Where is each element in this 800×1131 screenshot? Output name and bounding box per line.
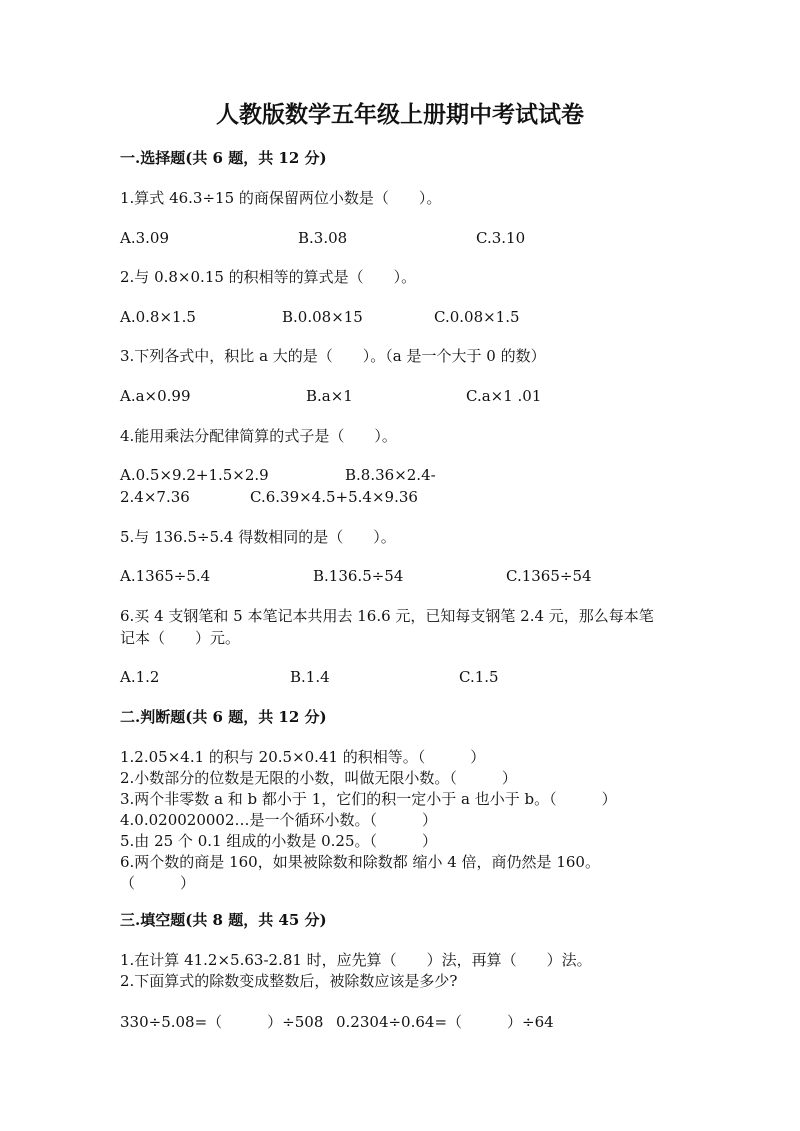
- question-4-stem: 4.能用乘法分配律简算的式子是（ ）。: [120, 427, 397, 445]
- question-2-option-b: B.0.08×15: [282, 308, 363, 326]
- section1-heading: 一.选择题(共 6 题，共 12 分): [120, 149, 327, 167]
- question-5-option-c: C.1365÷54: [506, 567, 592, 585]
- question-4-option-a: A.0.5×9.2+1.5×2.9: [120, 466, 269, 484]
- judge-item-6: 6.两个数的商是 160，如果被除数和除数都 缩小 4 倍，商仍然是 160。: [120, 853, 600, 871]
- fill-question-1: 1.在计算 41.2×5.63-2.81 时，应先算（ ）法，再算（ ）法。: [120, 951, 592, 969]
- question-1-option-a: A.3.09: [120, 229, 169, 247]
- question-6-stem-line1: 6.买 4 支钢笔和 5 本笔记本共用去 16.6 元，已知每支钢笔 2.4 元，那么每本笔: [120, 607, 654, 625]
- judge-item-2: 2.小数部分的位数是无限的小数，叫做无限小数。（ ）: [120, 769, 517, 787]
- question-4-option-c: C.6.39×4.5+5.4×9.36: [250, 488, 418, 506]
- question-5-option-a: A.1365÷5.4: [120, 567, 211, 585]
- judge-item-6-continued: （ ）: [120, 874, 196, 892]
- fill-equation-2: 0.2304÷0.64=（ ）÷64: [336, 1013, 554, 1031]
- judge-item-3: 3.两个非零数 a 和 b 都小于 1，它们的积一定小于 a 也小于 b。（ ）: [120, 790, 617, 808]
- question-2-stem: 2.与 0.8×0.15 的积相等的算式是（ ）。: [120, 268, 417, 286]
- question-3-option-b: B.a×1: [306, 387, 353, 405]
- question-1-option-b: B.3.08: [298, 229, 348, 247]
- question-2-option-a: A.0.8×1.5: [120, 308, 196, 326]
- judge-item-5: 5.由 25 个 0.1 组成的小数是 0.25。（ ）: [120, 832, 437, 850]
- question-1-stem: 1.算式 46.3÷15 的商保留两位小数是（ ）。: [120, 189, 442, 207]
- question-5-stem: 5.与 136.5÷5.4 得数相同的是（ ）。: [120, 528, 396, 546]
- question-3-option-c: C.a×1 .01: [466, 387, 542, 405]
- question-6-option-a: A.1.2: [120, 668, 160, 686]
- question-4-option-b-continued: 2.4×7.36: [120, 488, 190, 506]
- page-title: 人教版数学五年级上册期中考试试卷: [216, 101, 584, 128]
- question-3-stem: 3.下列各式中，积比 a 大的是（ ）。（a 是一个大于 0 的数）: [120, 347, 546, 365]
- fill-equation-1: 330÷5.08=（ ）÷508: [120, 1013, 324, 1031]
- section3-heading: 三.填空题(共 8 题，共 45 分): [120, 911, 327, 929]
- question-5-option-b: B.136.5÷54: [313, 567, 404, 585]
- question-6-option-b: B.1.4: [290, 668, 330, 686]
- question-2-option-c: C.0.08×1.5: [434, 308, 520, 326]
- question-3-option-a: A.a×0.99: [120, 387, 191, 405]
- judge-item-4: 4.0.020020002…是一个循环小数。（ ）: [120, 811, 438, 829]
- question-6-stem-line2: 记本（ ）元。: [120, 629, 241, 647]
- judge-item-1: 1.2.05×4.1 的积与 20.5×0.41 的积相等。（ ）: [120, 748, 486, 766]
- question-6-option-c: C.1.5: [459, 668, 499, 686]
- question-4-option-b: B.8.36×2.4-: [345, 466, 436, 484]
- section2-heading: 二.判断题(共 6 题，共 12 分): [120, 708, 327, 726]
- fill-question-2: 2.下面算式的除数变成整数后，被除数应该是多少?: [120, 972, 458, 990]
- question-1-option-c: C.3.10: [476, 229, 526, 247]
